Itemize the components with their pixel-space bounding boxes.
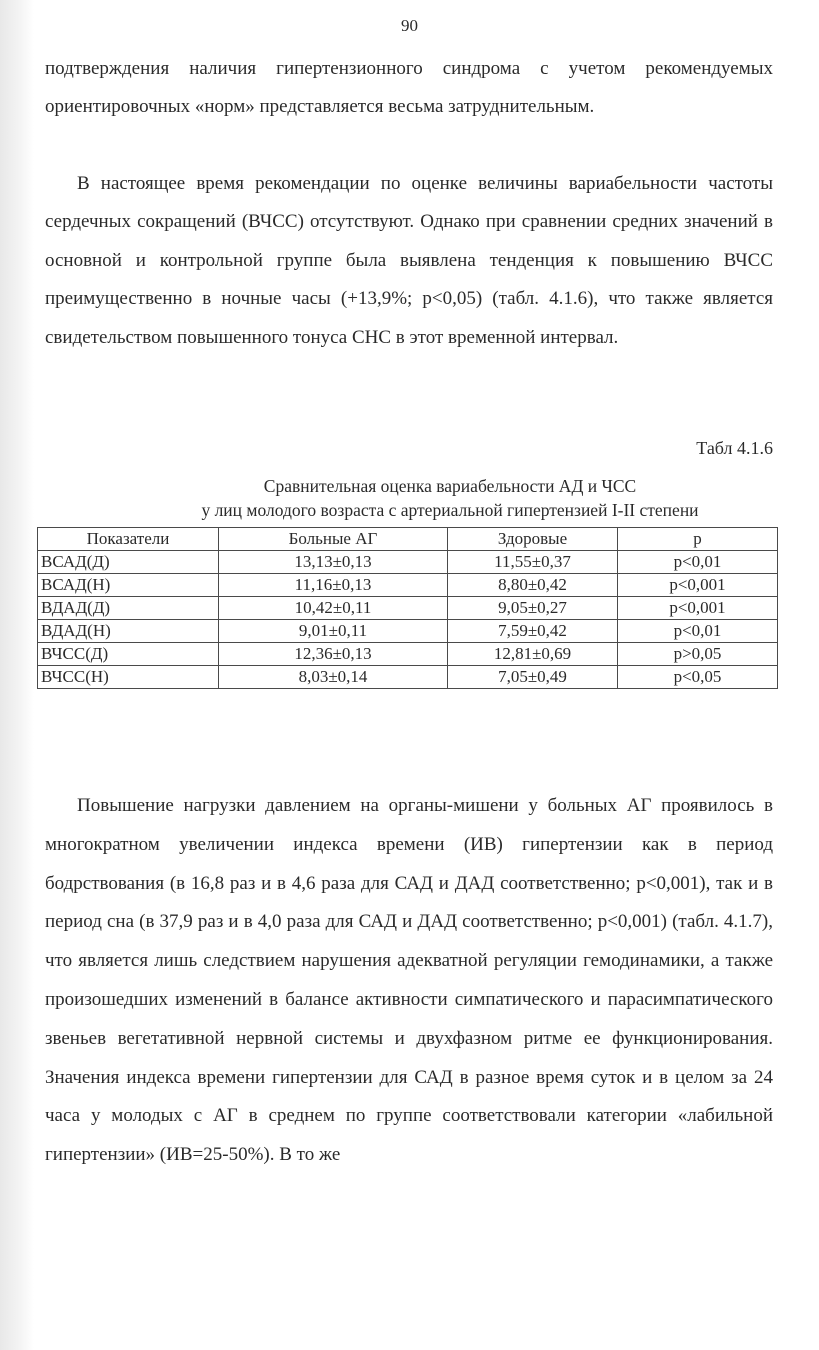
cell-p-value: p<0,001 <box>618 597 778 620</box>
table-row <box>38 666 778 689</box>
cell-indicator: ВСАД(Д) <box>38 551 219 574</box>
header-indicators: Показатели <box>38 528 219 551</box>
cell-patients: 11,16±0,13 <box>219 574 448 597</box>
cell-healthy: 11,55±0,37 <box>448 551 618 574</box>
cell-p-value: p<0,001 <box>618 574 778 597</box>
cell-patients: 13,13±0,13 <box>219 551 448 574</box>
cell-healthy: 7,05±0,49 <box>448 666 618 689</box>
cell-patients: 10,42±0,11 <box>219 597 448 620</box>
cell-patients: 9,01±0,11 <box>219 620 448 643</box>
page-number: 90 <box>401 16 418 35</box>
table-caption-line1: Сравнительная оценка вариабельности АД и ЧСС <box>263 476 637 496</box>
cell-indicator: ВДАД(Д) <box>38 597 219 620</box>
table-number: Табл 4.1.6 <box>696 438 773 458</box>
cell-patients: 12,36±0,13 <box>219 643 448 666</box>
table-row <box>38 597 778 620</box>
cell-p-value: p<0,05 <box>618 666 778 689</box>
paragraph-continuation: подтверждения наличия гипертензионного синдрома с учетом рекомендуемых ориентировочных «норм» представляется весьма затруднительным. <box>45 58 773 117</box>
cell-indicator: ВДАД(Н) <box>38 620 219 643</box>
comparison-table <box>37 527 778 689</box>
table-header-row <box>38 528 778 551</box>
table-row <box>38 551 778 574</box>
scan-shadow-edge <box>0 0 34 1350</box>
cell-indicator: ВЧСС(Н) <box>38 666 219 689</box>
cell-indicator: ВЧСС(Д) <box>38 643 219 666</box>
header-healthy: Здоровые <box>448 528 618 551</box>
table-row <box>38 643 778 666</box>
table-caption-line2: у лиц молодого возраста с артериальной гипертензией I-II степени <box>201 500 699 520</box>
paragraph-target-organs: Повышение нагрузки давлением на органы-мишени у больных АГ проявилось в многократном увеличении индекса времени (ИВ) гипертензии как в период бодрствования (в 16,8 раз и в 4,6 раза для САД и ДАД соответственно; p<0,001), так и в период сна (в 37,9 раз и в 4,0 раза для САД и ДАД соответственно; p<0,001) (табл. 4.1.7), что является лишь следствием нарушения адекватной регуляции гемодинамики, а также произошедших изменений в балансе активности симпатического и парасимпатического звеньев вегетативной нервной системы и двухфазном ритме ее функционирования. Значения индекса времени гипертензии для САД в разное время суток и в целом за 24 часа у молодых с АГ в среднем по группе соответствовали категории «лабильной гипертензии» (ИВ=25-50%). В то же <box>45 795 773 1166</box>
cell-healthy: 8,80±0,42 <box>448 574 618 597</box>
cell-healthy: 12,81±0,69 <box>448 643 618 666</box>
header-p-value: p <box>618 528 778 551</box>
paragraph-hrv: В настоящее время рекомендации по оценке величины вариабельности частоты сердечных сокращений (ВЧСС) отсутствуют. Однако при сравнении средних значений в основной и контрольной группе была выявлена тенденция к повышению ВЧСС преимущественно в ночные часы (+13,9%; p<0,05) (табл. 4.1.6), что также является свидетельством повышенного тонуса СНС в этот временной интервал. <box>45 173 773 348</box>
cell-p-value: p<0,01 <box>618 620 778 643</box>
cell-patients: 8,03±0,14 <box>219 666 448 689</box>
table-row <box>38 574 778 597</box>
cell-indicator: ВСАД(Н) <box>38 574 219 597</box>
cell-p-value: p<0,01 <box>618 551 778 574</box>
table-row <box>38 620 778 643</box>
cell-healthy: 7,59±0,42 <box>448 620 618 643</box>
cell-p-value: p>0,05 <box>618 643 778 666</box>
header-patients: Больные АГ <box>219 528 448 551</box>
cell-healthy: 9,05±0,27 <box>448 597 618 620</box>
